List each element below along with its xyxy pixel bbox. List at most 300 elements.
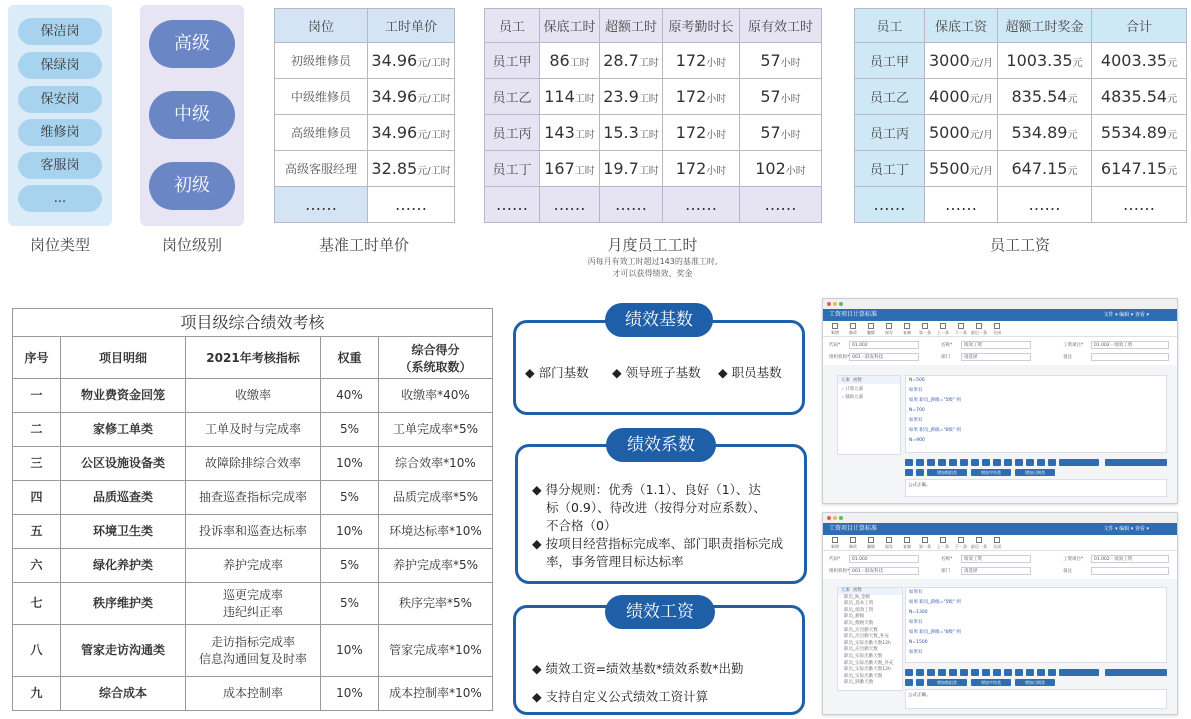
table-row [485,151,822,187]
table-row [855,115,1187,151]
employee-name: 员工乙 [485,79,540,115]
table-row [13,413,493,447]
attendance-hours: 172小时 [663,115,740,151]
column-header: 工时单价 [368,9,455,43]
tool-next[interactable]: 下一条 [953,323,969,336]
operator-key[interactable] [905,469,913,476]
score-cell: 秩序完率*5% [379,583,493,625]
text-line: ◆ 得分规则：优秀（1.1）、良好（1）、达 [532,482,761,497]
column-header: 保底工资 [925,9,998,43]
table-row [13,677,493,711]
list-item[interactable]: 职员_应出勤天数_补充 [844,634,889,640]
app-window-top [822,298,1178,504]
add-date-button[interactable]: 增加日期类 [1015,679,1055,686]
column-header: 合计 [1092,9,1187,43]
weight-cell: 10% [321,447,379,481]
operator-key[interactable] [1105,669,1167,676]
position-type-pill[interactable]: 保安岗 [18,86,102,113]
item-name: 综合成本 [61,677,186,711]
operator-key[interactable] [905,459,913,466]
operator-key[interactable] [1059,669,1099,676]
operator-key[interactable] [1059,459,1099,466]
base-salary: 5000元/月 [925,115,998,151]
operator-key[interactable] [993,669,1001,676]
item-name: 公区设施设备类 [61,447,186,481]
list-item[interactable]: 职员_实际出勤天数12h [844,640,891,646]
table-row [855,187,1187,223]
item-name: 管家走访沟通类 [61,625,186,677]
weight-cell: 10% [321,625,379,677]
dept-input[interactable]: 请选择 [961,567,1031,575]
perf-base-tag: 绩效基数 [605,303,713,337]
name-input[interactable]: 绩效工资 [961,555,1031,563]
perf-coef-tag: 绩效系数 [606,428,716,462]
position-types-caption: 岗位类型 [29,236,90,254]
item-name: 绿化养护类 [61,549,186,583]
operator-key[interactable] [1105,459,1167,466]
type-input[interactable]: 01.002 - 绩效工资 [1091,555,1169,563]
ellipsis-cell: …… [998,187,1092,223]
weight-cell: 40% [321,379,379,413]
index-cell: 投诉率和巡查达标率 [186,515,321,549]
list-item[interactable]: 职员_薪级 [844,614,865,620]
extra-hours: 19.7工时 [600,151,663,187]
position-name: 中级维修员 [275,79,368,115]
remark-input[interactable] [1091,567,1169,575]
row-number: 三 [13,447,61,481]
list-item[interactable]: 职员_缺勤天数 [844,680,874,686]
add-string-button[interactable]: 增加字符类 [971,679,1011,686]
employee-name: 员工丁 [855,151,925,187]
note-line: 才可以获得绩效、奖金 [612,269,693,278]
formula-status: 公式正确。 [905,689,1167,709]
maximize-dot[interactable] [839,302,843,306]
bonus: 534.89元 [998,115,1092,151]
position-type-pill[interactable]: ... [18,185,102,212]
window-title: 工资项目计算标准 [829,311,878,318]
tool-delete[interactable]: 删除 [863,323,879,336]
monthly-hours-note [484,256,821,280]
org-label: 组织机构* [829,355,850,360]
table-row [275,151,455,187]
ellipsis-cell: …… [275,187,368,223]
tab-elements[interactable]: 元素 [841,588,850,593]
row-number: 五 [13,515,61,549]
table-row [13,447,493,481]
perf-salary-tag: 绩效工资 [605,595,715,629]
table-row [13,379,493,413]
list-item[interactable]: 职员_绩效工资 [844,607,874,613]
column-header [379,337,493,379]
score-cell: 环境达标率*10% [379,515,493,549]
org-label: 组织机构* [829,569,850,574]
window-form [823,337,1177,365]
type-label: 工资项目* [1063,557,1084,562]
attendance-hours: 172小时 [663,79,740,115]
weight-cell: 5% [321,481,379,515]
operator-key[interactable] [938,669,946,676]
formula-editor[interactable]: 如果有 如果 职员_薪级="5级" 则 N=1300 如果有 如果 职员_薪级="6级" 则 N=1500 如果有 [905,587,1167,663]
table-row [485,115,822,151]
kpi-table [12,308,493,711]
tool-save[interactable]: 保存 [881,537,897,550]
operator-key[interactable] [1015,669,1023,676]
score-cell: 养护完成率*5% [379,549,493,583]
remark-label: 备注 [1063,355,1072,360]
table-row [13,625,493,677]
total: 4003.35元 [1092,43,1187,79]
ellipsis-cell: …… [1092,187,1187,223]
list-item[interactable]: 职员_N_金额 [844,594,870,600]
window-toolbar [823,535,1177,551]
operator-key[interactable] [993,459,1001,466]
list-item[interactable]: 职员_实际出勤天数 [844,673,883,679]
table-row [275,115,455,151]
weight-cell: 10% [321,515,379,549]
index-cell: 走访指标完成率 信息沟通回复及时率 [186,625,321,677]
row-number: 一 [13,379,61,413]
ellipsis-cell: …… [600,187,663,223]
operator-key[interactable] [905,669,913,676]
operator-key[interactable] [1048,459,1056,466]
item-name: 家修工单类 [61,413,186,447]
tool-close[interactable]: 关闭 [989,537,1005,550]
perf-salary-line: ◆ 支持自定义公式绩效工资计算 [532,689,709,704]
window-menu[interactable]: 文件 ▾ 编辑 ▾ 查看 ▾ [1103,526,1149,532]
tool-prev[interactable]: 上一条 [935,323,951,336]
level-oval[interactable]: 初级 [149,162,235,210]
index-cell: 养护完成率 [186,549,321,583]
operator-key[interactable] [927,669,935,676]
element-tree [837,375,901,455]
add-date-button[interactable]: 增加日期类 [1015,469,1055,476]
effective-hours: 57小时 [740,79,822,115]
table-row [855,79,1187,115]
list-item[interactable]: 职员_缴税天数 [844,620,874,626]
weight-cell: 5% [321,583,379,625]
tool-prev[interactable]: 上一条 [935,537,951,550]
item-name: 环境卫生类 [61,515,186,549]
column-header: 序号 [13,337,61,379]
text-line: 率，事务管理目标达标率 [546,554,684,569]
monthly-hours-table [484,8,822,223]
list-item[interactable]: 职员_实际出勤天数12h [844,667,891,673]
tab-functions[interactable]: 函数 [852,588,862,593]
dept-label: 部门 [941,569,950,574]
effective-hours: 57小时 [740,115,822,151]
tool-delete[interactable]: 删除 [863,537,879,550]
index-cell: 工单及时与完成率 [186,413,321,447]
org-input[interactable]: 001 - 联发科技 [849,567,919,575]
type-label: 工资项目* [1063,343,1084,348]
operator-key[interactable] [1026,669,1034,676]
ellipsis-cell: …… [368,187,455,223]
index-cell: 故障除排综合效率 [186,447,321,481]
app-window-bottom [822,512,1178,715]
formula-editor[interactable]: N=500 如果有 如果 职员_薪级="5级" 则 N=700 如果有 如果 职员_薪级="6级" 则 N=900 [905,375,1167,453]
text-line: 标（0.9）、待改进（按得分对应系数）、 [546,500,766,515]
bonus: 1003.35元 [998,43,1092,79]
minimize-dot[interactable] [833,302,837,306]
employee-name: 员工丙 [485,115,540,151]
operator-key[interactable] [927,459,935,466]
tool-first[interactable]: 第一条 [917,537,933,550]
column-header: 超额工时 [600,9,663,43]
operator-key[interactable] [971,669,979,676]
operator-key[interactable] [982,669,990,676]
rate-cell: 34.96元/工时 [368,79,455,115]
tool-save[interactable]: 保存 [881,323,897,336]
base-hours: 167工时 [540,151,600,187]
row-number: 六 [13,549,61,583]
extra-hours: 28.7工时 [600,43,663,79]
operator-key[interactable] [916,669,924,676]
base-rate-table [274,8,455,223]
perf-salary-line: ◆ 绩效工资=绩效基数*绩效系数*出勤 [532,661,744,676]
table-row [855,151,1187,187]
ellipsis-cell: …… [925,187,998,223]
window-titlebar [823,513,1177,523]
operator-key[interactable] [1048,669,1056,676]
base-hours: 143工时 [540,115,600,151]
type-input[interactable]: 01.002 - 绩效工资 [1091,341,1169,349]
window-menu[interactable]: 文件 ▾ 编辑 ▾ 查看 ▾ [1103,312,1149,318]
position-type-pill[interactable]: 保洁岗 [18,18,102,45]
code-label: 代码* [829,343,841,348]
row-number: 七 [13,583,61,625]
position-levels-caption: 岗位级别 [161,236,222,254]
operator-key[interactable] [1015,459,1023,466]
list-item[interactable]: 职员_基本工资 [844,601,874,607]
tab-elements[interactable]: 元素 [841,378,850,383]
add-array-button[interactable]: 增加数组类 [927,469,967,476]
tree-item[interactable]: › 辅助元素 [842,395,864,400]
base-salary: 4000元/月 [925,79,998,115]
effective-hours: 57小时 [740,43,822,79]
tool-new[interactable]: 新增 [827,323,843,336]
dept-input[interactable]: 请选择 [961,353,1031,361]
tool-close[interactable]: 关闭 [989,323,1005,336]
tool-last[interactable]: 最后一条 [971,323,987,336]
window-title: 工资项目计算标准 [829,525,878,532]
employee-name: 员工甲 [485,43,540,79]
name-label: 名称* [941,343,953,348]
column-header: 权重 [321,337,379,379]
score-cell: 收缴率*40% [379,379,493,413]
score-cell: 成本控制率*10% [379,677,493,711]
name-label: 名称* [941,557,953,562]
table-row [13,481,493,515]
name-input[interactable]: 绩效工资 [961,341,1031,349]
operator-key[interactable] [916,469,924,476]
employee-name: 员工丁 [485,151,540,187]
bonus: 835.54元 [998,79,1092,115]
tool-edit[interactable]: 修改 [845,323,861,336]
table-row [275,43,455,79]
add-array-button[interactable]: 增加数组类 [927,679,967,686]
kpi-title: 项目级综合绩效考核 [13,309,493,337]
tab-functions[interactable]: 函数 [852,378,862,383]
remark-label: 备注 [1063,569,1072,574]
tree-item[interactable]: › 计算元素 [842,387,864,392]
perf-base-item: ◆ 部门基数 [525,365,589,380]
column-header: 岗位 [275,9,368,43]
operator-key[interactable] [971,459,979,466]
header-line: 综合得分 [411,342,460,357]
employee-name: 员工乙 [855,79,925,115]
element-list [837,587,903,691]
code-input[interactable]: 01.002 [849,555,919,563]
operator-key[interactable] [982,459,990,466]
list-item[interactable]: 职员_实际出勤天数 [844,653,883,659]
operator-key[interactable] [960,459,968,466]
org-input[interactable]: 001 - 联发科技 [849,353,919,361]
table-row [13,549,493,583]
operator-key[interactable] [905,679,913,686]
column-header: 保底工时 [540,9,600,43]
ellipsis-cell: …… [540,187,600,223]
total: 5534.89元 [1092,115,1187,151]
position-type-pill[interactable]: 保绿岗 [18,52,102,79]
position-type-pill[interactable]: 客服岗 [18,152,102,179]
row-number: 九 [13,677,61,711]
index-cell: 巡更完成率 违纪纠正率 [186,583,321,625]
weight-cell: 10% [321,677,379,711]
list-item[interactable]: 职员_实际出勤天数_补充 [844,660,894,666]
score-cell: 品质完成率*5% [379,481,493,515]
code-label: 代码* [829,557,841,562]
extra-hours: 23.9工时 [600,79,663,115]
table-row [13,583,493,625]
position-name: 高级维修员 [275,115,368,151]
score-cell: 工单完成率*5% [379,413,493,447]
item-name: 品质巡查类 [61,481,186,515]
window-header [823,523,1177,535]
index-cell: 成本控制率 [186,677,321,711]
row-number: 八 [13,625,61,677]
window-header [823,309,1177,321]
row-number: 四 [13,481,61,515]
row-number: 二 [13,413,61,447]
window-toolbar [823,321,1177,337]
note-line: 丙每月有效工时超过143的基准工时, [587,257,718,266]
table-row [275,187,455,223]
list-item[interactable]: 职员_应出勤天数 [844,647,878,653]
maximize-dot[interactable] [839,516,843,520]
operator-key[interactable] [949,669,957,676]
table-row [485,187,822,223]
operator-key[interactable] [1037,459,1045,466]
table-row [13,515,493,549]
column-header: 超额工时奖金 [998,9,1092,43]
close-dot[interactable] [827,516,831,520]
window-form [823,551,1177,579]
salary-table [854,8,1187,223]
base-hours: 114工时 [540,79,600,115]
base-salary: 5500元/月 [925,151,998,187]
base-salary: 3000元/月 [925,43,998,79]
operator-key[interactable] [1037,669,1045,676]
operator-key[interactable] [960,669,968,676]
tool-first[interactable]: 第一条 [917,323,933,336]
operator-key[interactable] [1004,669,1012,676]
rate-cell: 34.96元/工时 [368,43,455,79]
column-header: 员工 [485,9,540,43]
code-input[interactable]: 01.002 [849,341,919,349]
position-name: 高级客服经理 [275,151,368,187]
table-row [485,79,822,115]
ellipsis-cell: …… [855,187,925,223]
operator-key[interactable] [916,459,924,466]
operator-key[interactable] [938,459,946,466]
header-line: （系统取数） [399,359,472,374]
base-rate-caption: 基准工时单价 [318,236,409,254]
score-cell: 综合效率*10% [379,447,493,481]
tool-copy[interactable]: 复制 [899,537,915,550]
operator-key[interactable] [949,459,957,466]
bonus: 647.15元 [998,151,1092,187]
column-header: 项目明细 [61,337,186,379]
minimize-dot[interactable] [833,516,837,520]
column-header: 2021年考核指标 [186,337,321,379]
score-cell: 管家完成率*10% [379,625,493,677]
extra-hours: 15.3工时 [600,115,663,151]
perf-base-item: ◆ 职员基数 [718,365,782,380]
index-cell: 收缴率 [186,379,321,413]
text-line: ◆ 按项目经营指标完成率、部门职责指标完成 [532,536,784,551]
level-oval[interactable]: 中级 [149,91,235,139]
ellipsis-cell: …… [663,187,740,223]
perf-base-item: ◆ 领导班子基数 [612,365,701,380]
column-header: 员工 [855,9,925,43]
total: 6147.15元 [1092,151,1187,187]
operator-key[interactable] [1004,459,1012,466]
add-string-button[interactable]: 增加字符类 [971,469,1011,476]
tool-last[interactable]: 最后一条 [971,537,987,550]
position-type-pill[interactable]: 维修岗 [18,119,102,146]
weight-cell: 5% [321,413,379,447]
tool-edit[interactable]: 修改 [845,537,861,550]
operator-key[interactable] [1026,459,1034,466]
table-row [855,43,1187,79]
table-row [275,79,455,115]
window-titlebar [823,299,1177,309]
close-dot[interactable] [827,302,831,306]
level-oval[interactable]: 高级 [149,20,235,68]
text-line: 不合格（0） [546,518,617,533]
remark-input[interactable] [1091,353,1169,361]
position-types-panel [8,5,112,226]
table-row [485,43,822,79]
list-item[interactable]: 职员_应出勤天数 [844,627,878,633]
tool-next[interactable]: 下一条 [953,537,969,550]
employee-name: 员工甲 [855,43,925,79]
employee-name: 员工丙 [855,115,925,151]
weight-cell: 5% [321,549,379,583]
perf-coef-text [532,481,804,571]
total: 4835.54元 [1092,79,1187,115]
rate-cell: 32.85元/工时 [368,151,455,187]
tool-copy[interactable]: 复制 [899,323,915,336]
column-header: 原有效工时 [740,9,822,43]
operator-key[interactable] [916,679,924,686]
item-name: 物业费资金回笼 [61,379,186,413]
column-header: 原考勤时长 [663,9,740,43]
base-hours: 86工时 [540,43,600,79]
position-name: 初级维修员 [275,43,368,79]
item-name: 秩序维护类 [61,583,186,625]
tool-new[interactable]: 新增 [827,537,843,550]
